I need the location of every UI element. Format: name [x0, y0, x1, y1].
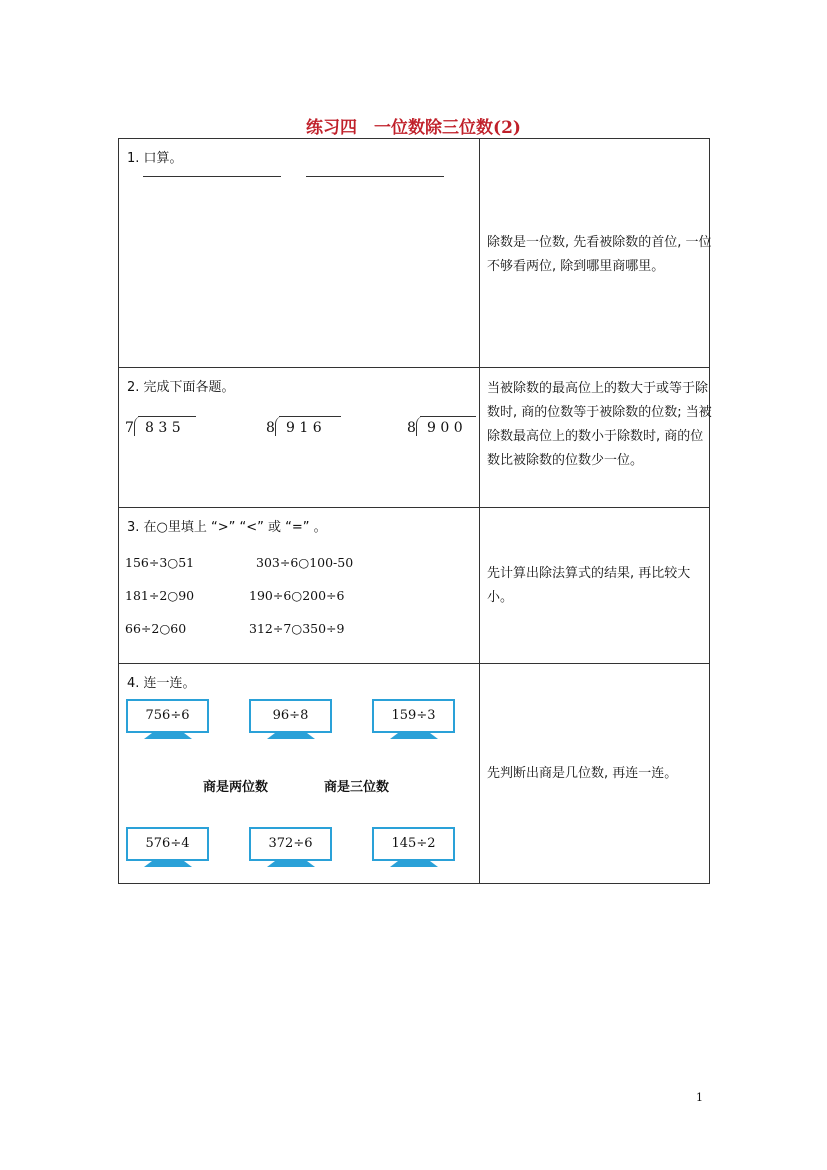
- long-division: [407, 420, 463, 436]
- page-title: 练习四 一位数除三位数(2): [306, 118, 521, 138]
- division-bar: [279, 416, 341, 417]
- question-3-row: [118, 507, 710, 664]
- monitor-stand: [267, 733, 315, 739]
- question-4-row: [118, 663, 710, 884]
- question-4-cell: [119, 664, 479, 883]
- question-1-cell: [119, 139, 479, 367]
- tip-cell: [480, 508, 709, 663]
- question-4-label: 4. 连一连。: [127, 676, 196, 691]
- monitor-card[interactable]: 145÷2: [372, 827, 455, 861]
- monitor-card[interactable]: 96÷8: [249, 699, 332, 733]
- page-number: 1: [696, 1091, 703, 1104]
- tip-cell: [480, 139, 712, 367]
- comparison-item[interactable]: 190÷6○200÷6: [249, 588, 345, 603]
- monitor-stand: [267, 861, 315, 867]
- division-bar: [138, 416, 196, 417]
- question-1-label: 1. 口算。: [127, 151, 183, 166]
- comparison-item[interactable]: 312÷7○350÷9: [249, 621, 345, 636]
- question-3-label: 3. 在○里填上 “>” “<” 或 “=” 。: [127, 520, 327, 535]
- monitor-stand: [144, 861, 192, 867]
- answer-line[interactable]: [306, 176, 444, 177]
- long-division: [125, 420, 181, 436]
- monitor-card[interactable]: 756÷6: [126, 699, 209, 733]
- question-4-tip: 先判断出商是几位数, 再连一连。: [487, 766, 678, 781]
- monitor-stand: [144, 733, 192, 739]
- question-1-row: [118, 138, 710, 368]
- divisor: 7: [125, 420, 134, 436]
- question-2-row: [118, 367, 710, 508]
- question-2-tip: 当被除数的最高位上的数大于或等于除数时, 商的位数等于被除数的位数; 当被除数最高位上的数小于除数时, 商的位数比被除数的位数少一位。: [487, 381, 712, 468]
- comparison-item[interactable]: 156÷3○51: [125, 555, 195, 570]
- division-bracket: [275, 416, 284, 436]
- question-1-tip: 除数是一位数, 先看被除数的首位, 一位不够看两位, 除到哪里商哪里。: [487, 235, 712, 274]
- divisor: 8: [266, 420, 275, 436]
- monitor-card[interactable]: 576÷4: [126, 827, 209, 861]
- dividend[interactable]: 9 1 6: [286, 420, 322, 436]
- question-2-cell: [119, 368, 479, 507]
- divisor: 8: [407, 420, 416, 436]
- division-bracket: [416, 416, 425, 436]
- dividend[interactable]: 8 3 5: [145, 420, 181, 436]
- answer-line[interactable]: [143, 176, 281, 177]
- division-bracket: [134, 416, 143, 436]
- monitor-card[interactable]: 159÷3: [372, 699, 455, 733]
- exercise-table: [118, 138, 710, 884]
- comparison-item[interactable]: 181÷2○90: [125, 588, 195, 603]
- division-bar: [420, 416, 476, 417]
- monitor-card[interactable]: 372÷6: [249, 827, 332, 861]
- question-3-tip: 先计算出除法算式的结果, 再比较大小。: [487, 566, 691, 605]
- monitor-stand: [390, 733, 438, 739]
- dividend[interactable]: 9 0 0: [427, 420, 463, 436]
- monitor-stand: [390, 861, 438, 867]
- long-division: [266, 420, 322, 436]
- question-2-label: 2. 完成下面各题。: [127, 380, 235, 395]
- comparison-item[interactable]: 303÷6○100-50: [256, 555, 354, 570]
- question-3-cell: [119, 508, 479, 663]
- comparison-item[interactable]: 66÷2○60: [125, 621, 187, 636]
- category-label[interactable]: 商是三位数: [324, 780, 390, 795]
- tip-cell: [480, 368, 712, 507]
- category-label[interactable]: 商是两位数: [203, 780, 269, 795]
- tip-cell: [480, 664, 709, 883]
